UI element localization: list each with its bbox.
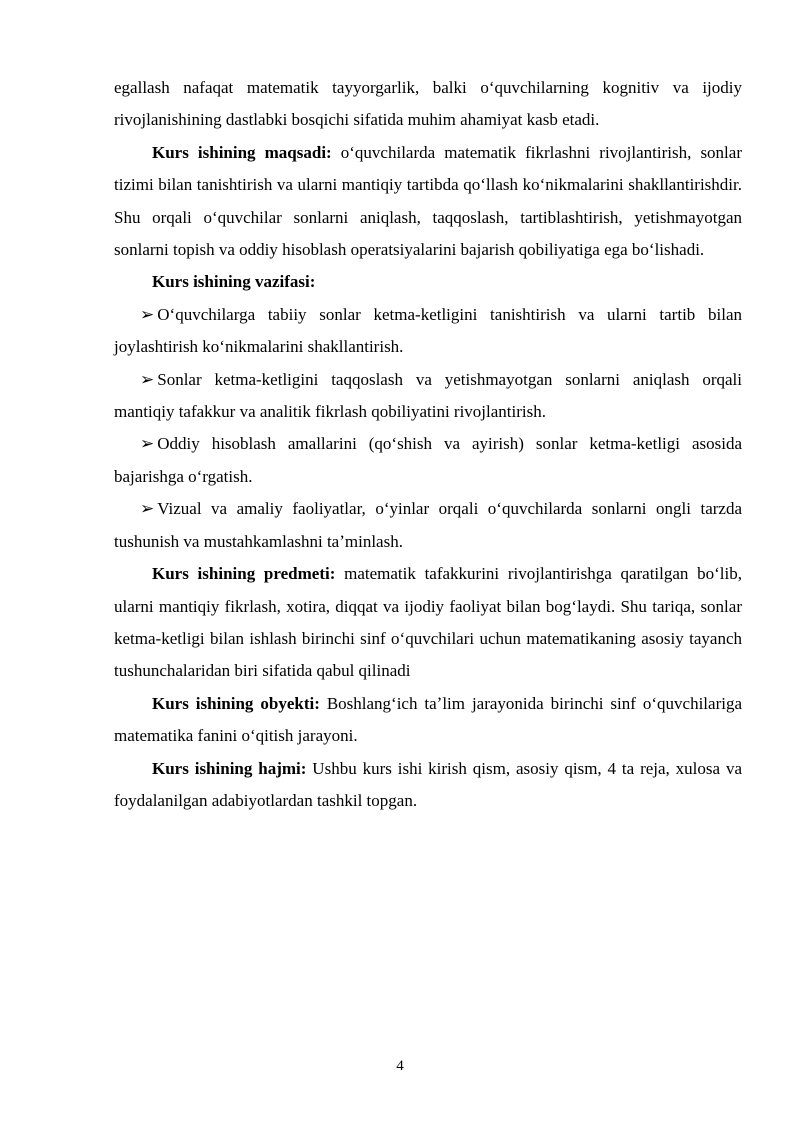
object-text: Boshlangʻich taʼlim jarayonida birinchi sinf oʻquvchilariga matematika fanini oʻqitish jarayoni. <box>114 693 742 746</box>
task-text: Oʻquvchilarga tabiiy sonlar ketma-ketligini tanishtirish va ularni tartib bilan joylashtirish koʻnikmalarini shakllantirish. <box>114 304 742 357</box>
arrow-bullet-icon: ➢ <box>140 434 155 454</box>
volume-label: Kurs ishining hajmi: <box>152 758 307 778</box>
subject-label: Kurs ishining predmeti: <box>152 564 336 584</box>
tasks-label: Kurs ishining vazifasi: <box>152 272 316 292</box>
goal-text: oʻquvchilarda matematik fikrlashni rivojlantirish, sonlar tizimi bilan tanishtirish va ularni mantiqiy tartibda qoʻllash koʻnikmalarini shakllantirishdir. Shu orqali oʻquvchilar sonlarni aniqlash, taqqoslash, tartiblashtirish, yetishmayotgan sonlarni topish va oddiy hisoblash operatsiyalarini bajarish qobiliyatiga ega boʻlishadi. <box>114 142 742 260</box>
object-paragraph <box>114 688 742 753</box>
intro-paragraph: egallash nafaqat matematik tayyorgarlik, balki oʻquvchilarning kognitiv va ijodiy rivojlanishining dastlabki bosqichi sifatida muhim ahamiyat kasb etadi. <box>114 78 742 130</box>
volume-paragraph <box>114 753 742 818</box>
arrow-bullet-icon: ➢ <box>140 369 155 389</box>
goal-label: Kurs ishining maqsadi: <box>152 142 332 162</box>
task-item-2 <box>114 364 742 429</box>
page-number: 4 <box>396 1058 404 1074</box>
task-item-4 <box>114 493 742 558</box>
task-text: Sonlar ketma-ketligini taqqoslash va yetishmayotgan sonlarni aniqlash orqali mantiqiy tafakkur va analitik fikrlash qobiliyatini rivojlantirish. <box>114 369 742 422</box>
subject-text: matematik tafakkurini rivojlantirishga qaratilgan boʻlib, ularni mantiqiy fikrlash, xotira, diqqat va ijodiy faoliyat bilan bogʻlaydi. Shu tariqa, sonlar ketma-ketligi bilan ishlash birinchi sinf oʻquvchilari uchun matematikaning asosiy tayanch tushunchalaridan biri sifatida qabul qilinadi <box>114 564 742 681</box>
task-text: Vizual va amaliy faoliyatlar, oʻyinlar orqali oʻquvchilarda sonlarni ongli tarzda tushunish va mustahkamlashni taʼminlash. <box>114 499 742 551</box>
task-text: Oddiy hisoblash amallarini (qoʻshish va ayirish) sonlar ketma-ketligi asosida bajarishga oʻrgatish. <box>114 434 742 486</box>
task-item-1 <box>114 299 742 364</box>
document-page <box>114 72 742 817</box>
arrow-bullet-icon: ➢ <box>140 304 155 324</box>
arrow-bullet-icon: ➢ <box>140 499 155 519</box>
subject-paragraph <box>114 558 742 688</box>
tasks-heading <box>114 266 742 298</box>
goal-paragraph <box>114 137 742 267</box>
volume-text: Ushbu kurs ishi kirish qism, asosiy qism, 4 ta reja, xulosa va foydalanilgan adabiyotlardan tashkil topgan. <box>114 758 742 810</box>
task-item-3 <box>114 428 742 493</box>
object-label: Kurs ishining obyekti: <box>152 693 320 713</box>
